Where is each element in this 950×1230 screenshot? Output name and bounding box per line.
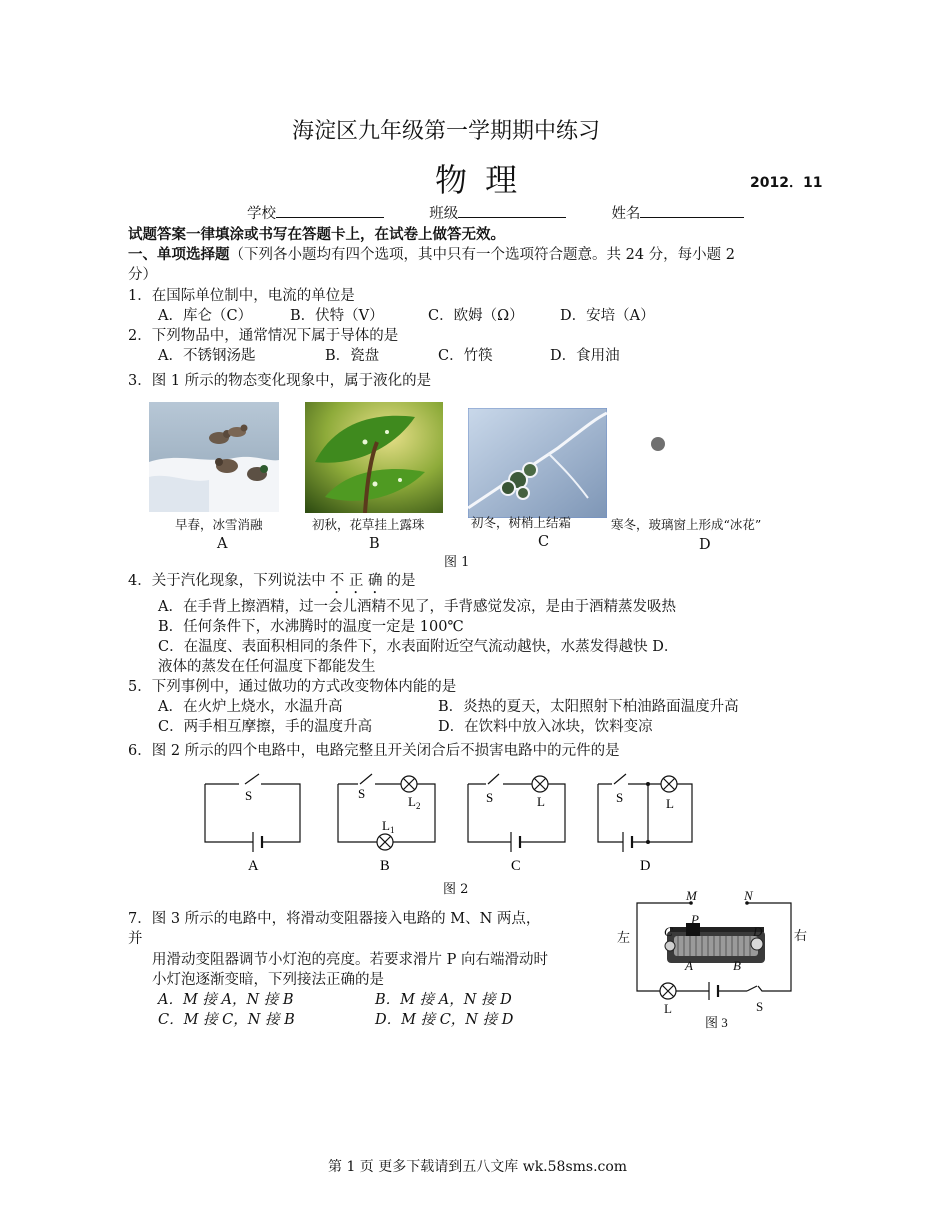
q7-stem-line1b: 并 [128,931,143,947]
fig2-label-c: C [511,858,521,874]
q5-option-d: D．在饮料中放入冰块，饮料变凉 [438,719,653,735]
fig3-label-n: N [744,888,753,903]
fig2-c-lamp-label: L [537,794,545,809]
q3-stem: 3．图 1 所示的物态变化现象中，属于液化的是 [128,373,432,389]
q5-option-b: B．炎热的夏天，太阳照射下柏油路面温度升高 [438,699,739,715]
figure-2-caption: 图 2 [443,882,469,897]
fig2-d-lamp-label: L [666,796,674,811]
q3-caption-a: 早春，冰雪消融 [175,517,263,532]
figure-3-rheostat-circuit [612,888,812,1033]
q4-stem-post: 的是 [386,573,416,589]
section1-desc: （下列各小题均有四个选项，其中只有一个选项符合题意。共 24 分，每小题 2 [229,247,736,263]
q5-option-c: C．两手相互摩擦，手的温度升高 [158,719,373,735]
exam-date: 2012．11 [750,175,823,191]
q3-caption-b: 初秋，花草挂上露珠 [312,517,425,532]
section1-heading: 一、单项选择题 [128,247,230,263]
q2-option-c: C．竹筷 [438,348,493,364]
q4-option-d-cont: 液体的蒸发在任何温度下都能发生 [158,659,376,675]
q7-stem-line3: 小灯泡逐渐变暗，下列接法正确的是 [152,972,384,988]
q1-option-d: D．安培（A） [560,308,655,324]
fig2-d-switch-label: S [616,790,624,805]
fig2-b-lamp1-label: $L_1$ [382,818,395,835]
q2-option-a: A．不锈钢汤匙 [158,348,256,364]
q4-option-b: B．任何条件下，水沸腾时的温度一定是 100℃ [158,619,464,635]
info-line [247,203,744,224]
q1-option-c: C．欧姆（Ω） [428,308,524,324]
q5-stem: 5．下列事例中，通过做功的方式改变物体内能的是 [128,679,457,695]
section1-line1 [128,245,735,265]
class-field[interactable] [458,203,566,218]
q1-option-a: A．库仑（C） [158,308,253,324]
subject-title: 物 理 [435,161,522,199]
fig2-label-a: A [248,858,259,874]
q1-option-b: B．伏特（V） [290,308,384,324]
figure-3-caption: 图 3 [705,1015,728,1030]
fig2-label-b: B [380,858,390,874]
q7-option-d: D．M 接 C，N 接 D [375,1012,514,1028]
name-field[interactable] [640,203,744,218]
photo-d-placeholder [650,436,666,452]
fig3-label-switch: S [756,999,764,1014]
fig3-label-c: C [664,924,673,939]
photo-c-frost-branch [468,408,607,518]
q7-option-b: B．M 接 A，N 接 D [375,992,512,1008]
q2-option-b: B．瓷盘 [325,348,380,364]
class-label: 班级 [429,206,459,222]
q6-stem: 6．图 2 所示的四个电路中，电路完整且开关闭合后不损害电路中的元件的是 [128,743,620,759]
fig3-label-m: M [686,888,697,903]
q3-caption-c: 初冬，树梢上结霜 [471,515,572,530]
q7-option-c: C．M 接 C，N 接 B [158,1012,295,1028]
fig2-c-switch-label: S [486,790,494,805]
q3-letter-d: D [699,537,711,553]
q7-stem-line1: 7．图 3 所示的电路中，将滑动变阻器接入电路的 M、N 两点， [128,911,541,927]
q3-caption-d: 寒冬，玻璃窗上形成“冰花” [611,517,762,532]
page-footer: 第 1 页 更多下载请到五八文库 wk.58sms.com [328,1159,628,1175]
q3-letter-a: A [217,536,228,552]
q2-option-d: D．食用油 [550,348,620,364]
figure-1-caption: 图 1 [444,555,470,570]
q3-letter-b: B [369,536,380,552]
fig3-label-d: D [753,924,763,939]
q2-stem: 2．下列物品中，通常情况下属于导体的是 [128,328,399,344]
fig3-label-right: 右 [794,928,808,943]
photo-b-leaves-dew [305,402,443,513]
q7-option-a: A．M 接 A，N 接 B [158,992,294,1008]
fig2-b-switch-label: S [358,786,366,801]
q4-stem-pre: 4．关于汽化现象，下列说法中 [128,573,326,589]
fig3-label-b: B [733,958,741,973]
q1-stem: 1．在国际单位制中，电流的单位是 [128,288,355,304]
q4-option-a: A．在手背上擦酒精，过一会儿酒精不见了，手背感觉发凉，是由于酒精蒸发吸热 [158,599,676,615]
q4-stem-emphasis: 不 正 确 [329,573,383,589]
fig2-a-switch-label: S [245,788,253,803]
fig3-label-p: P [691,912,699,927]
fig3-label-a: A [685,958,693,973]
q4-option-c: C．在温度、表面积相同的条件下，水表面附近空气流动越快，水蒸发得越快 D． [158,639,679,655]
photo-a-ducks-snow [149,402,279,512]
q4-stem [128,571,415,597]
figure-2-circuits [195,768,705,878]
school-label: 学校 [247,206,276,222]
school-field[interactable] [276,203,384,218]
name-label: 姓名 [611,206,641,222]
q5-option-a: A．在火炉上烧水，水温升高 [158,699,343,715]
fig2-label-d: D [640,858,651,874]
notice: 试题答案一律填涂或书写在答题卡上，在试卷上做答无效。 [128,227,505,243]
fig3-label-left: 左 [617,930,631,945]
section1-desc-cont: 分） [128,267,157,283]
exam-title: 海淀区九年级第一学期期中练习 [292,119,601,144]
fig2-b-lamp2-label: $L_2$ [408,794,421,811]
q3-letter-c: C [538,534,550,550]
fig3-label-lamp: L [664,1001,672,1016]
q7-stem-line2: 用滑动变阻器调节小灯泡的亮度。若要求滑片 P 向右端滑动时 [152,952,548,968]
